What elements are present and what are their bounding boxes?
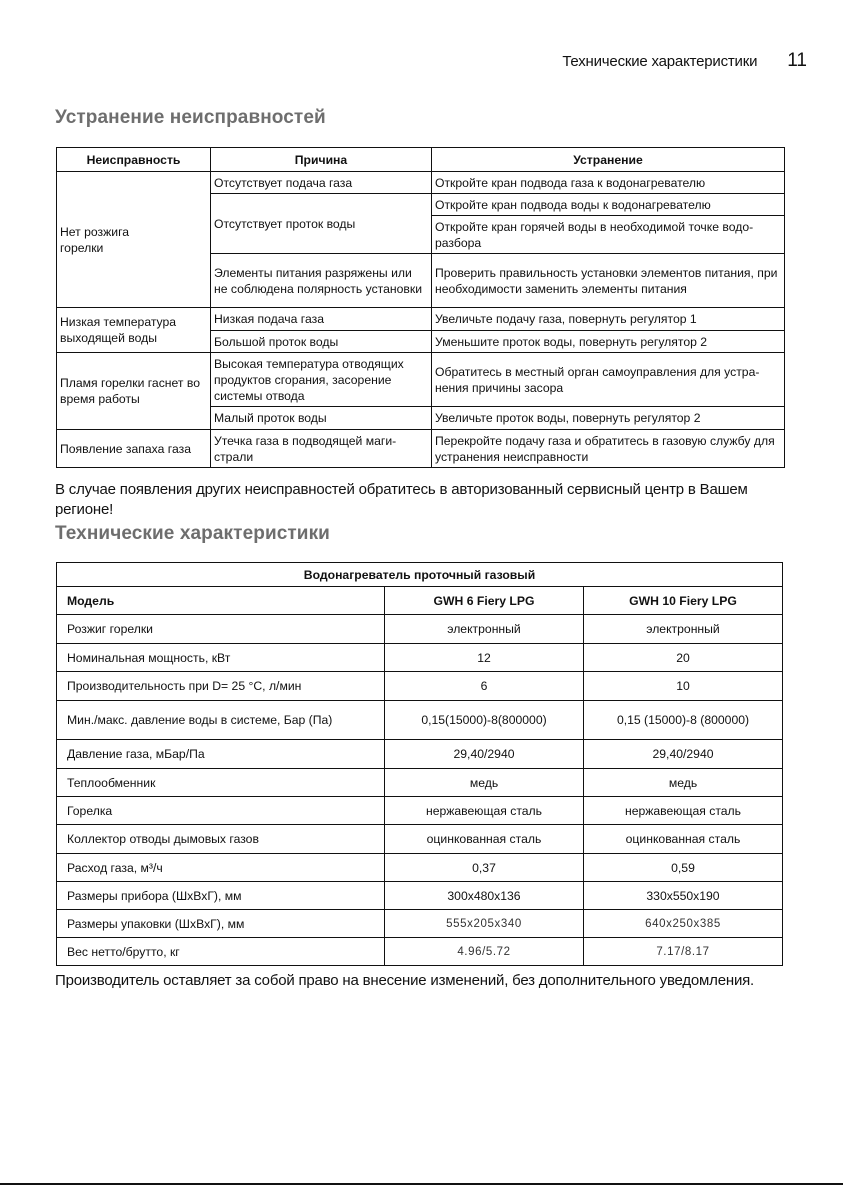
value-cell: 29,40/2940 [584,740,783,769]
table-row [57,740,783,769]
table-row [57,172,785,194]
value-cell: электронный [385,615,584,644]
param-cell: Давление газа, мБар/Па [57,740,385,769]
remedy-cell: Откройте кран горячей воды в необходимой точке водо-разбора [432,216,785,254]
table-row [57,615,783,644]
value-cell: 330x550x190 [584,882,783,910]
value-cell: 0,59 [584,854,783,882]
param-cell: Коллектор отводы дымовых газов [57,825,385,854]
cause-cell: Малый проток воды [211,407,432,430]
page-number: 11 [787,50,807,71]
fault-cell: Низкая температура выходящей воды [57,308,211,353]
table-header-row [57,148,785,172]
param-cell: Номинальная мощность, кВт [57,644,385,672]
table-caption-row [57,563,783,587]
value-cell: 300x480x136 [385,882,584,910]
value-cell: 0,37 [385,854,584,882]
table-row [57,644,783,672]
remedy-cell: Обратитесь в местный орган самоуправления для устра-нения причины засора [432,353,785,407]
model-name: GWH 6 Fiery LPG [385,587,584,615]
troubleshooting-table [56,147,785,468]
param-cell: Вес нетто/брутто, кг [57,938,385,966]
param-cell: Мин./макс. давление воды в системе, Бар (Па) [57,701,385,740]
table-row [57,430,785,468]
service-center-note: В случае появления других неисправностей обратитесь в авторизованный сервисный центр в Вашем регионе! [55,481,748,518]
remedy-cell: Увеличьте проток воды, повернуть регулятор 2 [432,407,785,430]
cause-cell: Высокая температура отводящих продуктов сгорания, засорение системы отвода [211,353,432,407]
param-cell: Горелка [57,797,385,825]
table-caption: Водонагреватель проточный газовый [57,563,783,587]
value-cell: медь [385,769,584,797]
column-header-remedy: Устранение [432,148,785,172]
cause-cell: Большой проток воды [211,331,432,353]
value-cell: оцинкованная сталь [385,825,584,854]
column-header-cause: Причина [211,148,432,172]
running-header [562,50,807,72]
cause-cell: Элементы питания разряжены или не соблюдена полярность установки [211,254,432,308]
fault-cell: Нет розжига горелки [57,172,211,308]
param-cell: Розжиг горелки [57,615,385,644]
table-row [57,938,783,966]
troubleshooting-heading: Устранение неисправностей [55,107,326,128]
cause-cell: Утечка газа в подводящей маги-страли [211,430,432,468]
table-row [57,308,785,331]
param-cell: Производительность при D= 25 °C, л/мин [57,672,385,701]
table-row [57,672,783,701]
table-row [57,353,785,407]
running-header-title: Технические характеристики [562,53,758,70]
value-cell: медь [584,769,783,797]
column-header-fault: Неисправность [57,148,211,172]
table-row [57,701,783,740]
remedy-cell: Откройте кран подвода воды к водонагревателю [432,194,785,216]
value-cell: 4.96/5.72 [385,938,584,966]
cause-cell: Отсутствует подача газа [211,172,432,194]
table-row [57,797,783,825]
model-label: Модель [57,587,385,615]
model-header-row [57,587,783,615]
value-cell: 6 [385,672,584,701]
remedy-cell: Проверить правильность установки элементов питания, при необходимости заменить элементы питания [432,254,785,308]
param-cell: Размеры прибора (ШхВхГ), мм [57,882,385,910]
value-cell: оцинкованная сталь [584,825,783,854]
table-row [57,854,783,882]
remedy-cell: Увеличьте подачу газа, повернуть регулятор 1 [432,308,785,331]
table-row [57,910,783,938]
value-cell: 0,15(15000)-8(800000) [385,701,584,740]
specs-heading: Технические характеристики [55,523,330,544]
fault-cell: Появление запаха газа [57,430,211,468]
remedy-cell: Перекройте подачу газа и обратитесь в газовую службу для устранения неисправности [432,430,785,468]
cause-cell: Низкая подача газа [211,308,432,331]
value-cell: 640x250x385 [584,910,783,938]
value-cell: 555x205x340 [385,910,584,938]
remedy-cell: Уменьшите проток воды, повернуть регулятор 2 [432,331,785,353]
value-cell: 12 [385,644,584,672]
manufacturer-disclaimer: Производитель оставляет за собой право на внесение изменений, без дополнительного уведомления. [55,972,755,989]
value-cell: 0,15 (15000)-8 (800000) [584,701,783,740]
value-cell: нержавеющая сталь [385,797,584,825]
value-cell: 7.17/8.17 [584,938,783,966]
table-row [57,769,783,797]
model-name: GWH 10 Fiery LPG [584,587,783,615]
param-cell: Расход газа, м³/ч [57,854,385,882]
param-cell: Теплообменник [57,769,385,797]
value-cell: нержавеющая сталь [584,797,783,825]
value-cell: 10 [584,672,783,701]
cause-cell: Отсутствует проток воды [211,194,432,254]
value-cell: электронный [584,615,783,644]
table-row [57,882,783,910]
remedy-cell: Откройте кран подвода газа к водонагревателю [432,172,785,194]
value-cell: 29,40/2940 [385,740,584,769]
param-cell: Размеры упаковки (ШхВхГ), мм [57,910,385,938]
value-cell: 20 [584,644,783,672]
table-row [57,825,783,854]
specs-table [56,562,783,966]
fault-cell: Пламя горелки гаснет во время работы [57,353,211,430]
